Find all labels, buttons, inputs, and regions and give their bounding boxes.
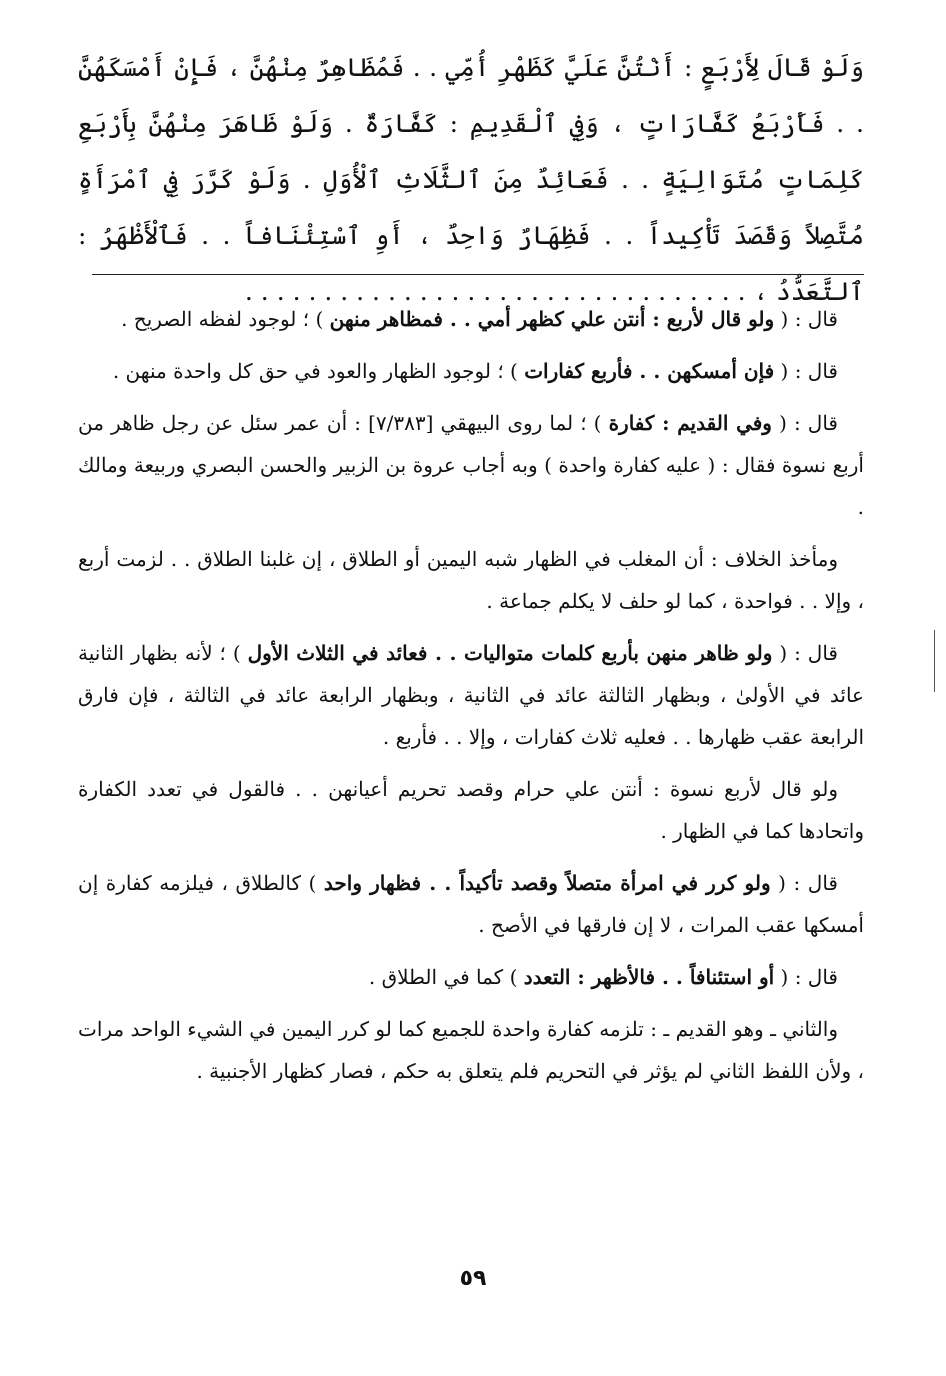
- commentary-paragraph-3: [78, 402, 864, 528]
- commentary-paragraph-2: [78, 350, 864, 392]
- quoted-text: ولو قال لأربع : أنتن علي كظهر أمي . . فمظاهر منهن: [329, 307, 775, 331]
- commentary-paragraph-6: [78, 768, 864, 852]
- quoted-text: ولو كرر في امرأة متصلاً وقصد تأكيداً . . فظهار واحد: [323, 871, 771, 895]
- paragraph-intro: ومأخذ الخلاف : أن المغلب في الظهار شبه اليمين أو الطلاق ، إن غلبنا الطلاق . . لزمت أربع ، وإلا . . فواحدة ، كما لو حلف لا يكلم جماعة .: [78, 547, 864, 613]
- commentary-paragraph-8: [78, 956, 864, 998]
- main-text: وَلَوْ قَالَ لِأَرْبَعٍ : أَنْتُنَّ عَلَيَّ كَظَهْرِ أُمِّي . . فَمُظَاهِرٌ مِنْهُنَّ ، فَإِنْ أَمْسَكَهُنَّ . . فَأَرْبَعُ كَفَّارَاتٍ ، وَفِي ٱلْقَدِيمِ : كَفَّارَةٌ . وَلَوْ ظَاهَرَ مِنْهُنَّ بِأَرْبَعِ كَلِمَاتٍ مُتَوَالِيَةٍ . . فَعَائِدٌ مِنَ ٱلثَّلَاثِ ٱلْأُوَلِ . وَلَوْ كَرَّرَ فِي ٱمْرَأَةٍ مُتَّصِلاً وَقَصَدَ تَأْكِيداً . . فَظِهَارٌ وَاحِدٌ ، أَوِ ٱسْتِئْنَافاً . . فَٱلْأَظْهَرُ : ٱلتَّعَدُّدُ ، . . . . . . . . . . . . . . . . . . . . . . . . . . . . . . . .: [78, 53, 864, 306]
- paragraph-intro: ولو قال لأربع نسوة : أنتن علي حرام وقصد تحريم أعيانهن . . فالقول في تعدد الكفارة واتحادها كما في الظهار .: [78, 777, 864, 843]
- paragraph-intro: قال : (: [774, 359, 838, 383]
- paragraph-intro: قال : (: [772, 641, 838, 665]
- quoted-text: وفي القديم : كفارة: [608, 411, 772, 435]
- quoted-text: فإن أمسكهن . . فأربع كفارات: [524, 359, 775, 383]
- paragraph-intro: قال : (: [774, 965, 838, 989]
- paragraph-intro: قال : (: [770, 871, 838, 895]
- page-number: ٥٩: [459, 1266, 487, 1291]
- commentary-paragraph-5: [78, 632, 864, 758]
- paragraph-explanation: ) ؛ لما روى البيهقي [٧/٣٨٣] : أن عمر سئل عن رجل ظاهر من أربع نسوة فقال : ( عليه كفارة واحدة ) وبه أجاب عروة بن الزبير والحسن البصري وربيعة ومالك .: [78, 411, 864, 519]
- paragraph-explanation: ) كالطلاق ، فيلزمه كفارة إن أمسكها عقب المرات ، لا إن فارقها في الأصح .: [78, 871, 864, 937]
- paragraph-intro: قال : (: [774, 307, 838, 331]
- margin-mark: [934, 630, 935, 692]
- paragraph-intro: والثاني ـ وهو القديم ـ : تلزمه كفارة واحدة للجميع كما لو كرر اليمين في الشيء الواحد مرات ، ولأن اللفظ الثاني لم يؤثر في التحريم فلم يتعلق به حكم ، فصار كظهار الأجنبية .: [78, 1017, 864, 1083]
- commentary-paragraph-1: [78, 298, 864, 340]
- page-body: [78, 40, 864, 1083]
- quoted-text: أو استئنافاً . . فالأظهر : التعدد: [523, 965, 775, 989]
- paragraph-intro: قال : (: [771, 411, 838, 435]
- quoted-text: ولو ظاهر منهن بأربع كلمات متواليات . . فعائد في الثلاث الأول: [247, 641, 773, 665]
- commentary-paragraph-4: [78, 538, 864, 622]
- commentary-paragraph-9: [78, 1008, 864, 1092]
- separator-line: [92, 274, 864, 275]
- commentary: [78, 298, 864, 1102]
- paragraph-explanation: ) ؛ لوجود الظهار والعود في حق كل واحدة منهن .: [112, 359, 525, 383]
- paragraph-explanation: ) ؛ لأنه بظهار الثانية عائد في الأولىٰ ، وبظهار الثالثة عائد في الثانية ، وبظهار الرابعة عائد في الثالثة ، فإن فارق الرابعة عقب ظهارها . . فعليه ثلاث كفارات ، وإلا . . فأربع .: [78, 641, 864, 749]
- paragraph-explanation: ) كما في الطلاق .: [368, 965, 524, 989]
- paragraph-explanation: ) ؛ لوجود لفظه الصريح .: [121, 307, 330, 331]
- commentary-paragraph-7: [78, 862, 864, 946]
